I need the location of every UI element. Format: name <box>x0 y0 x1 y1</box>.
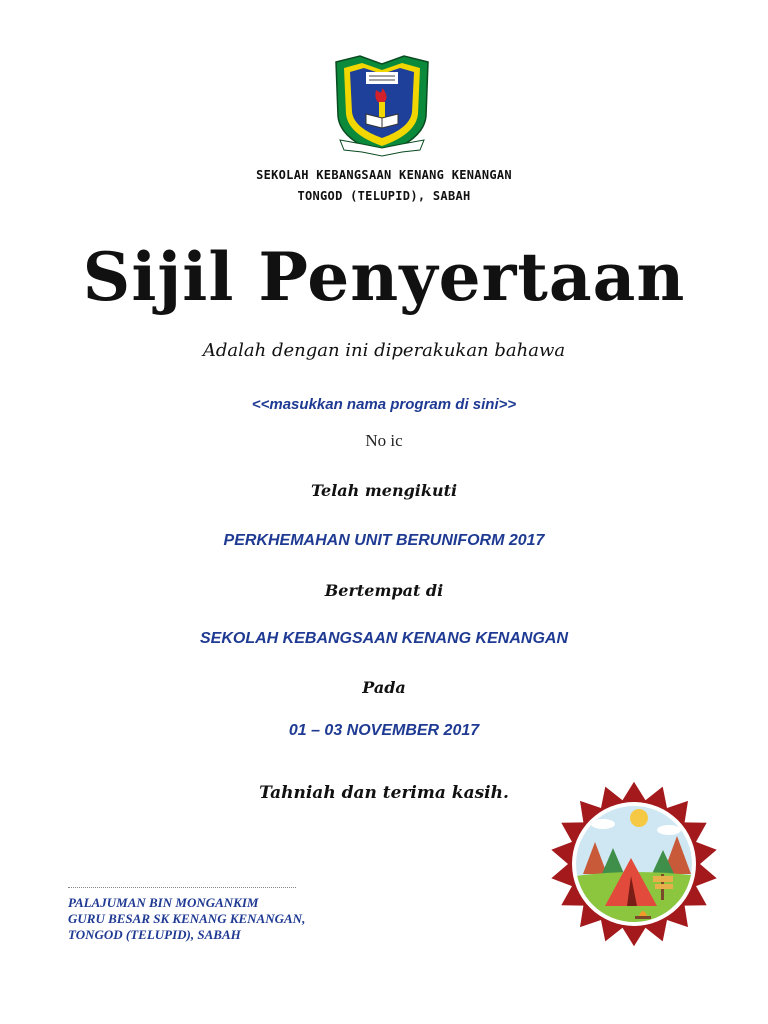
venue-label: Bertempat di <box>324 581 444 600</box>
school-name: SEKOLAH KEBANGSAAN KENANG KENANGAN <box>256 168 512 182</box>
ic-label: No ic <box>365 431 403 450</box>
joined-label: Telah mengikuti <box>310 481 458 500</box>
school-crest <box>332 54 432 158</box>
certificate-intro: Adalah dengan ini diperakukan bahawa <box>202 340 566 361</box>
signatory-location: TONGOD (TELUPID), SABAH <box>68 927 241 942</box>
event-date: 01 – 03 NOVEMBER 2017 <box>288 722 480 739</box>
school-crest-icon <box>332 54 432 158</box>
venue-name: SEKOLAH KEBANGSAAN KENANG KENANGAN <box>199 630 568 647</box>
closing-text: Tahniah dan terima kasih. <box>259 783 509 803</box>
participant-placeholder: <<masukkan nama program di sini>> <box>251 396 517 413</box>
signatory-name: PALAJUMAN BIN MONGANKIM <box>68 895 259 910</box>
signature-line <box>68 887 296 888</box>
date-label: Pada <box>362 678 406 697</box>
program-name: PERKHEMAHAN UNIT BERUNIFORM 2017 <box>223 532 545 549</box>
camping-badge <box>543 778 725 950</box>
camping-badge-icon <box>543 778 725 950</box>
certificate-title: Sijil Penyertaan <box>82 238 686 316</box>
signatory-position: GURU BESAR SK KENANG KENANGAN, <box>68 911 306 926</box>
school-location: TONGOD (TELUPID), SABAH <box>297 189 471 203</box>
